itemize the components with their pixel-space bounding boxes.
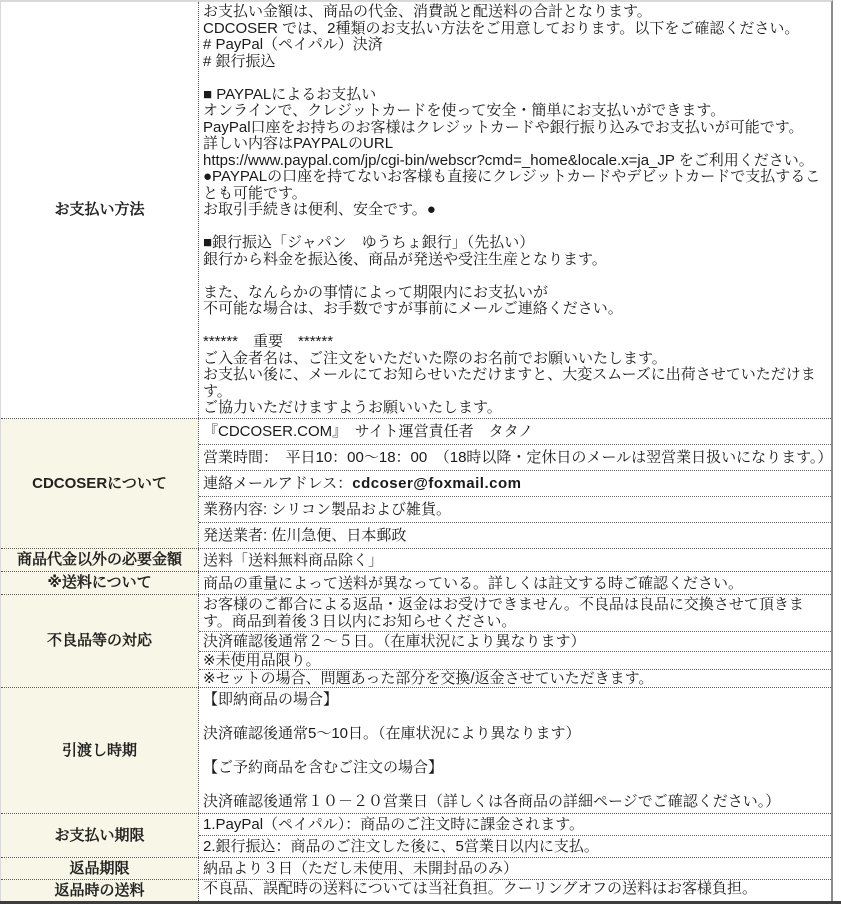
table-row-shipping-fee — [1, 571, 831, 594]
row-label-about-shop: CDCOSERについて — [1, 419, 198, 548]
contact-email-label: 連絡メールアドレス： — [203, 474, 353, 492]
table-row-payment-deadline — [1, 813, 831, 857]
return-deadline-content — [198, 858, 831, 879]
return-policy-text: お客様のご都合による返品・返金はお受けできません。不良品は良品に交換させて頂きます。商品到着後３日以内にお知らせください。 — [203, 595, 804, 630]
payment-method-content — [198, 2, 831, 418]
table-row-extra-fees — [1, 548, 831, 571]
row-label-return-deadline: 返品期限 — [1, 858, 198, 879]
row-label-payment-deadline: お支払い期限 — [1, 814, 198, 857]
table-row-defective-items — [1, 594, 831, 687]
delivery-time-text: 【即納商品の場合】 決済確認後通常5～10日。（在庫状況により異なります） 【ご予約商品を含むご注文の場合】 決済確認後通常１０－２０営業日（詳しくは各商品の詳細ページでご確認ください。） — [203, 690, 781, 810]
bank-transfer-deadline-text: 2.銀行振込：商品のご注文した後に、5営業日以内に支払。 — [199, 835, 831, 857]
shipping-carriers-text: 発送業者: 佐川急便、日本郵政 — [199, 522, 831, 548]
table-row-delivery-time — [1, 687, 831, 813]
about-shop-content — [198, 419, 831, 548]
settlement-period-text: 決済確認後通常２～５日。（在庫状況により異なります） — [199, 631, 831, 651]
row-label-delivery-time: 引渡し時期 — [1, 688, 198, 813]
site-manager-text: 『CDCOSER.COM』 サイト運営責任者 タタノ — [203, 422, 534, 440]
paypal-deadline-text: 1.PayPal（ペイパル）：商品のご注文時に課金されます。 — [203, 815, 585, 833]
shipping-fee-text: 商品の重量によって送料が異なっている。詳しくは註文する時ご確認ください。 — [203, 574, 744, 592]
set-exchange-text: ※セットの場合、問題あった部分を交換/返金させていただきます。 — [199, 669, 831, 687]
contact-email-address: cdcoser@foxmail.com — [352, 474, 522, 492]
row-label-return-shipping: 返品時の送料 — [1, 880, 198, 901]
unused-only-text: ※未使用品限り。 — [199, 651, 831, 669]
return-deadline-text: 納品より３日（ただし未使用、未開封品のみ） — [203, 859, 519, 877]
business-description-text: 業務内容: シリコン製品および雑貨。 — [199, 496, 831, 522]
row-label-shipping-fee: ※送料について — [1, 572, 198, 594]
return-shipping-content — [198, 880, 831, 901]
table-row-about-shop — [1, 418, 831, 548]
payment-deadline-content — [198, 814, 831, 857]
extra-fees-text: 送料「送料無料商品除く」 — [203, 551, 384, 569]
row-label-payment-method: お支払い方法 — [1, 2, 198, 418]
shipping-fee-content — [198, 572, 831, 594]
row-label-defective-items: 不良品等の対応 — [1, 595, 198, 687]
contact-email-row — [199, 470, 831, 496]
row-label-extra-fees: 商品代金以外の必要金額 — [1, 549, 198, 571]
table-row-return-shipping — [1, 879, 831, 901]
defective-items-content — [198, 595, 831, 687]
return-shipping-text: 不良品、誤配時の送料については当社負担。クーリングオフの送料はお客様負担。 — [203, 879, 757, 897]
delivery-time-content — [198, 688, 831, 813]
payment-method-text: お支払い金額は、商品の代金、消費説と配送料の合計となります。 CDCOSER では、2種類のお支払い方法をご用意しております。以下をご確認ください。 # PayPal（ペイパル）決済 # 銀行振込 ■ PAYPALによるお支払い オンラインで、クレジットカードを使って安全・簡単にお支払いができます。 PayPal口座をお持ちのお客様はクレジットカードや銀行振り込みでお支払いが可能です。 詳しい内容はPAYPALのURL https://www.paypal.com/jp/cgi-bin/webscr?cmd=_home&locale.x=ja_JP をご利用ください。 ●PAYPALの口座を持てないお客様も直接にクレジットカードやデビットカードで支払することも可能です。 お取引手続きは便利、安全です。● ■銀行振込「ジャパン ゆうちょ銀行」（先払い） 銀行から料金を振込後、商品が発送や受注生産となります。 また、なんらかの事情によって期限内にお支払いが 不可能な場合は、お手数ですが事前にメールご連絡ください。 ****** 重要 ****** ご入金者名は、ご注文をいただいた際のお名前でお願いいたします。 お支払い後に、メールにてお知らせいただけますと、大変スムーズに出荷させていただけます。 ご協力いただけますようお願いいたします。 — [203, 3, 821, 416]
bottom-border-bar — [0, 901, 841, 904]
business-hours-text: 営業時間： 平日10：00～18：00 （18時以降・定休日のメールは翌営業日扱いになります。） — [199, 444, 831, 470]
table-row-payment-method — [1, 2, 831, 418]
extra-fees-content — [198, 549, 831, 571]
